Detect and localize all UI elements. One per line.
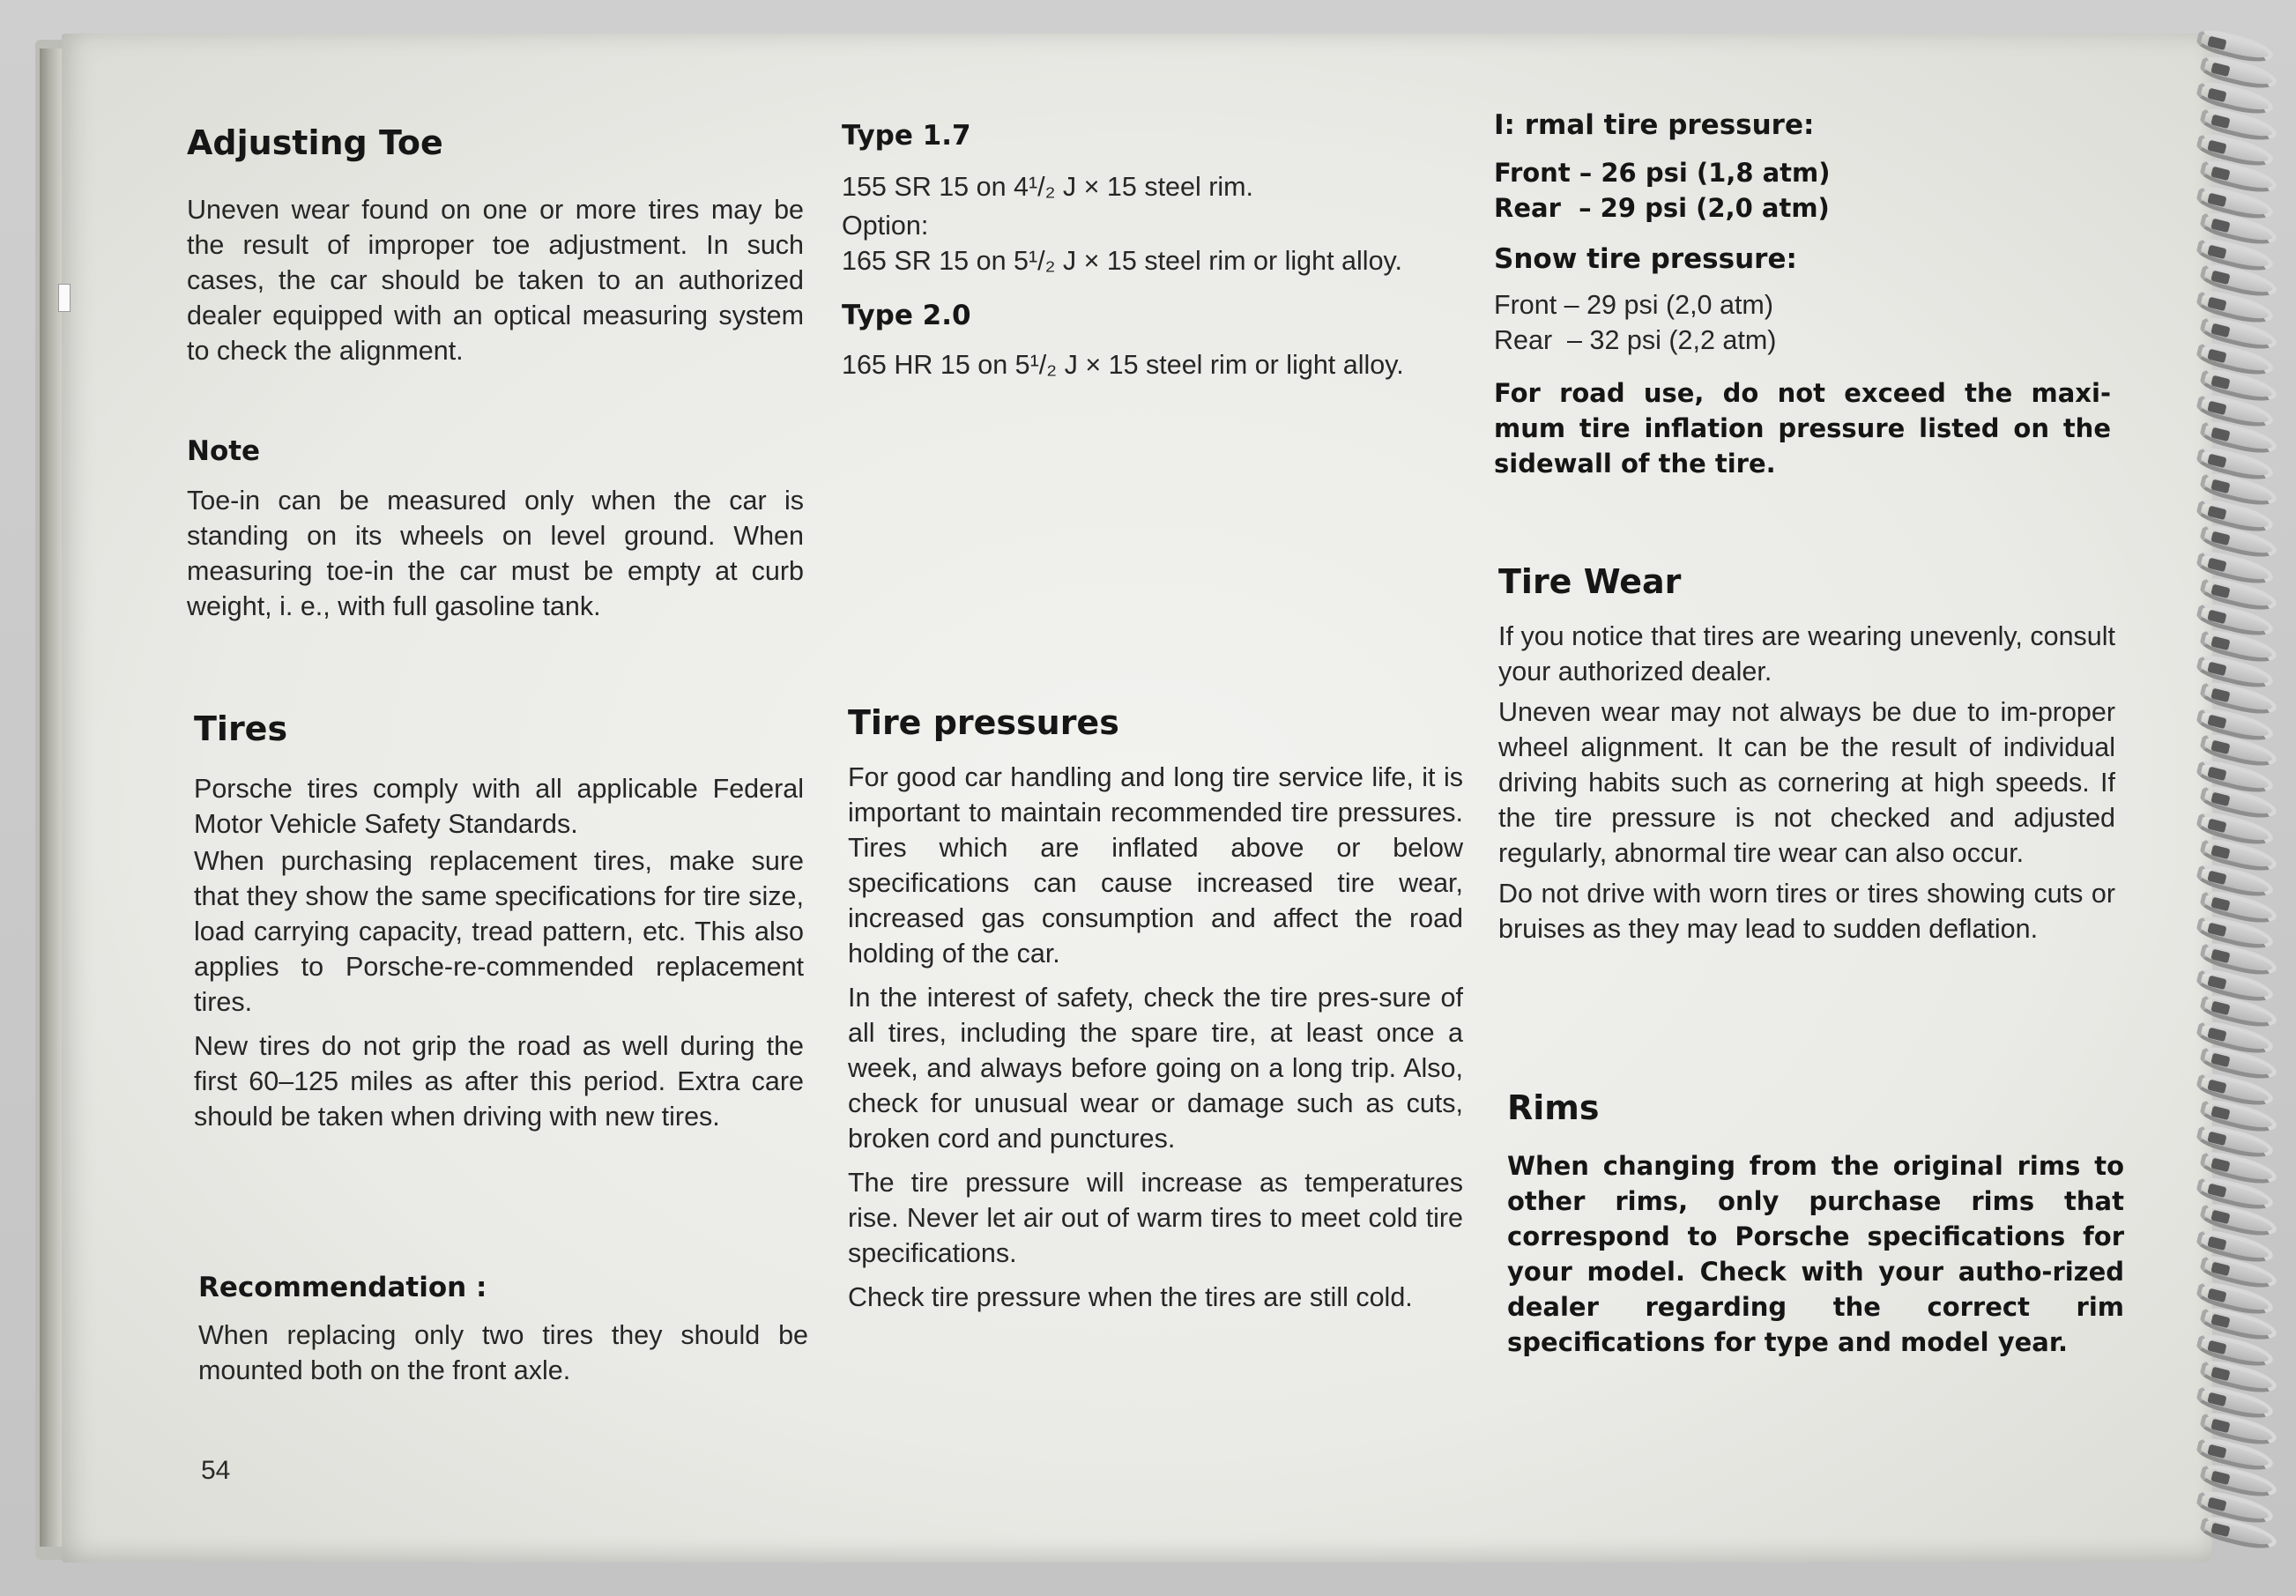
tire-pressures-paragraph: The tire pressure will increase as temperatures rise. Never let air out of warm tires to meet cold tire specifications. — [848, 1168, 1463, 1268]
tires-paragraph: New tires do not grip the road as well during the first 60–125 miles as after this period. Extra care should be taken when driving with new tires. — [194, 1031, 804, 1132]
middle-column — [842, 120, 1450, 382]
rims-heading: Rims — [1507, 1088, 1600, 1127]
tires-heading: Tires — [194, 709, 288, 748]
option-label: Option: — [842, 211, 929, 241]
adjusting-toe-paragraph: Uneven wear found on one or more tires may be the result of improper toe adjustment. In such cases, the car should be taken to an authorized dealer equipped with an optical measuring system to check the alignment. — [187, 195, 804, 366]
type-17-spec: 155 SR 15 on 4¹/₂ J × 15 steel rim. — [842, 172, 1254, 202]
tire-wear-paragraph: Uneven wear may not always be due to im-proper wheel alignment. It can be the result of individual driving habits such as cornering at high speeds. If the tire pressure is not checked and adjusted regularly, abnormal tire wear can also occur. — [1498, 697, 2115, 868]
snow-rear-pressure: Rear – 32 psi (2,2 atm) — [1494, 325, 1777, 355]
normal-front-pressure: Front – 26 psi (1,8 atm) — [1494, 158, 1831, 188]
note-heading: Note — [187, 435, 261, 467]
page-number: 54 — [201, 1456, 231, 1485]
tire-wear-paragraph: If you notice that tires are wearing unevenly, consult your authorized dealer. — [1498, 621, 2115, 687]
page-stack-shadow — [40, 48, 64, 1547]
type-17-heading: Type 1.7 — [842, 120, 971, 152]
type-20-spec: 165 HR 15 on 5¹/₂ J × 15 steel rim or light alloy. — [842, 350, 1404, 380]
max-pressure-warning: For road use, do not exceed the maxi-mum tire inflation pressure listed on the sidewall of the tire. — [1494, 378, 2111, 479]
tires-section — [194, 709, 804, 1134]
option-spec: 165 SR 15 on 5¹/₂ J × 15 steel rim or light alloy. — [842, 246, 1402, 276]
spiral-binding — [2195, 35, 2292, 1569]
rims-paragraph: When changing from the original rims to other rims, only purchase rims that correspond to Porsche specifications for your model. Check with your autho-rized dealer regarding the correct rim specifications for type and model year. — [1507, 1151, 2124, 1357]
adjusting-toe-heading: Adjusting Toe — [187, 123, 443, 162]
recommendation-paragraph: When replacing only two tires they should be mounted both on the front axle. — [198, 1320, 808, 1385]
type-20-heading: Type 2.0 — [842, 300, 971, 331]
tires-paragraph: Porsche tires comply with all applicable Federal Motor Vehicle Safety Standards. — [194, 774, 804, 839]
recommendation-section — [198, 1272, 808, 1388]
bookmark-tab — [58, 284, 71, 312]
tire-wear-paragraph: Do not drive with worn tires or tires showing cuts or bruises as they may lead to sudden deflation. — [1498, 879, 2115, 944]
tire-wear-heading: Tire Wear — [1498, 562, 1682, 601]
left-column — [187, 123, 804, 624]
tire-pressures-paragraph: For good car handling and long tire service life, it is important to maintain recommended tire pressures. Tires which are inflated above or below specifications can cause increased tire wear, increased gas consumption and affect the road holding of the car. — [848, 762, 1463, 969]
tires-paragraph: When purchasing replacement tires, make sure that they show the same specifications for tire size, load carrying capacity, tread pattern, etc. This also applies to Porsche-re-commended replacement tires. — [194, 846, 804, 1017]
snow-front-pressure: Front – 29 psi (2,0 atm) — [1494, 290, 1773, 320]
tire-pressures-heading: Tire pressures — [848, 703, 1119, 742]
normal-pressure-heading: I: rmal tire pressure: — [1494, 109, 1815, 141]
snow-pressure-heading: Snow tire pressure: — [1494, 243, 1797, 275]
normal-rear-pressure: Rear – 29 psi (2,0 atm) — [1494, 193, 1830, 223]
tire-pressures-paragraph: Check tire pressure when the tires are still cold. — [848, 1282, 1413, 1312]
right-column — [1494, 109, 2111, 481]
tire-pressures-paragraph: In the interest of safety, check the tire pres-sure of all tires, including the spare tire, at least once a week, and always before going on a long trip. Also, check for unusual wear or damage such as cuts, broken cord and punctures. — [848, 983, 1463, 1154]
rims-section — [1507, 1088, 2124, 1360]
tire-pressures-section — [848, 703, 1463, 1315]
tire-wear-section — [1498, 562, 2115, 946]
recommendation-heading: Recommendation : — [198, 1272, 487, 1303]
note-paragraph: Toe-in can be measured only when the car is standing on its wheels on level ground. When measuring toe-in the car must be empty at curb weight, i. e., with full gasoline tank. — [187, 486, 804, 621]
